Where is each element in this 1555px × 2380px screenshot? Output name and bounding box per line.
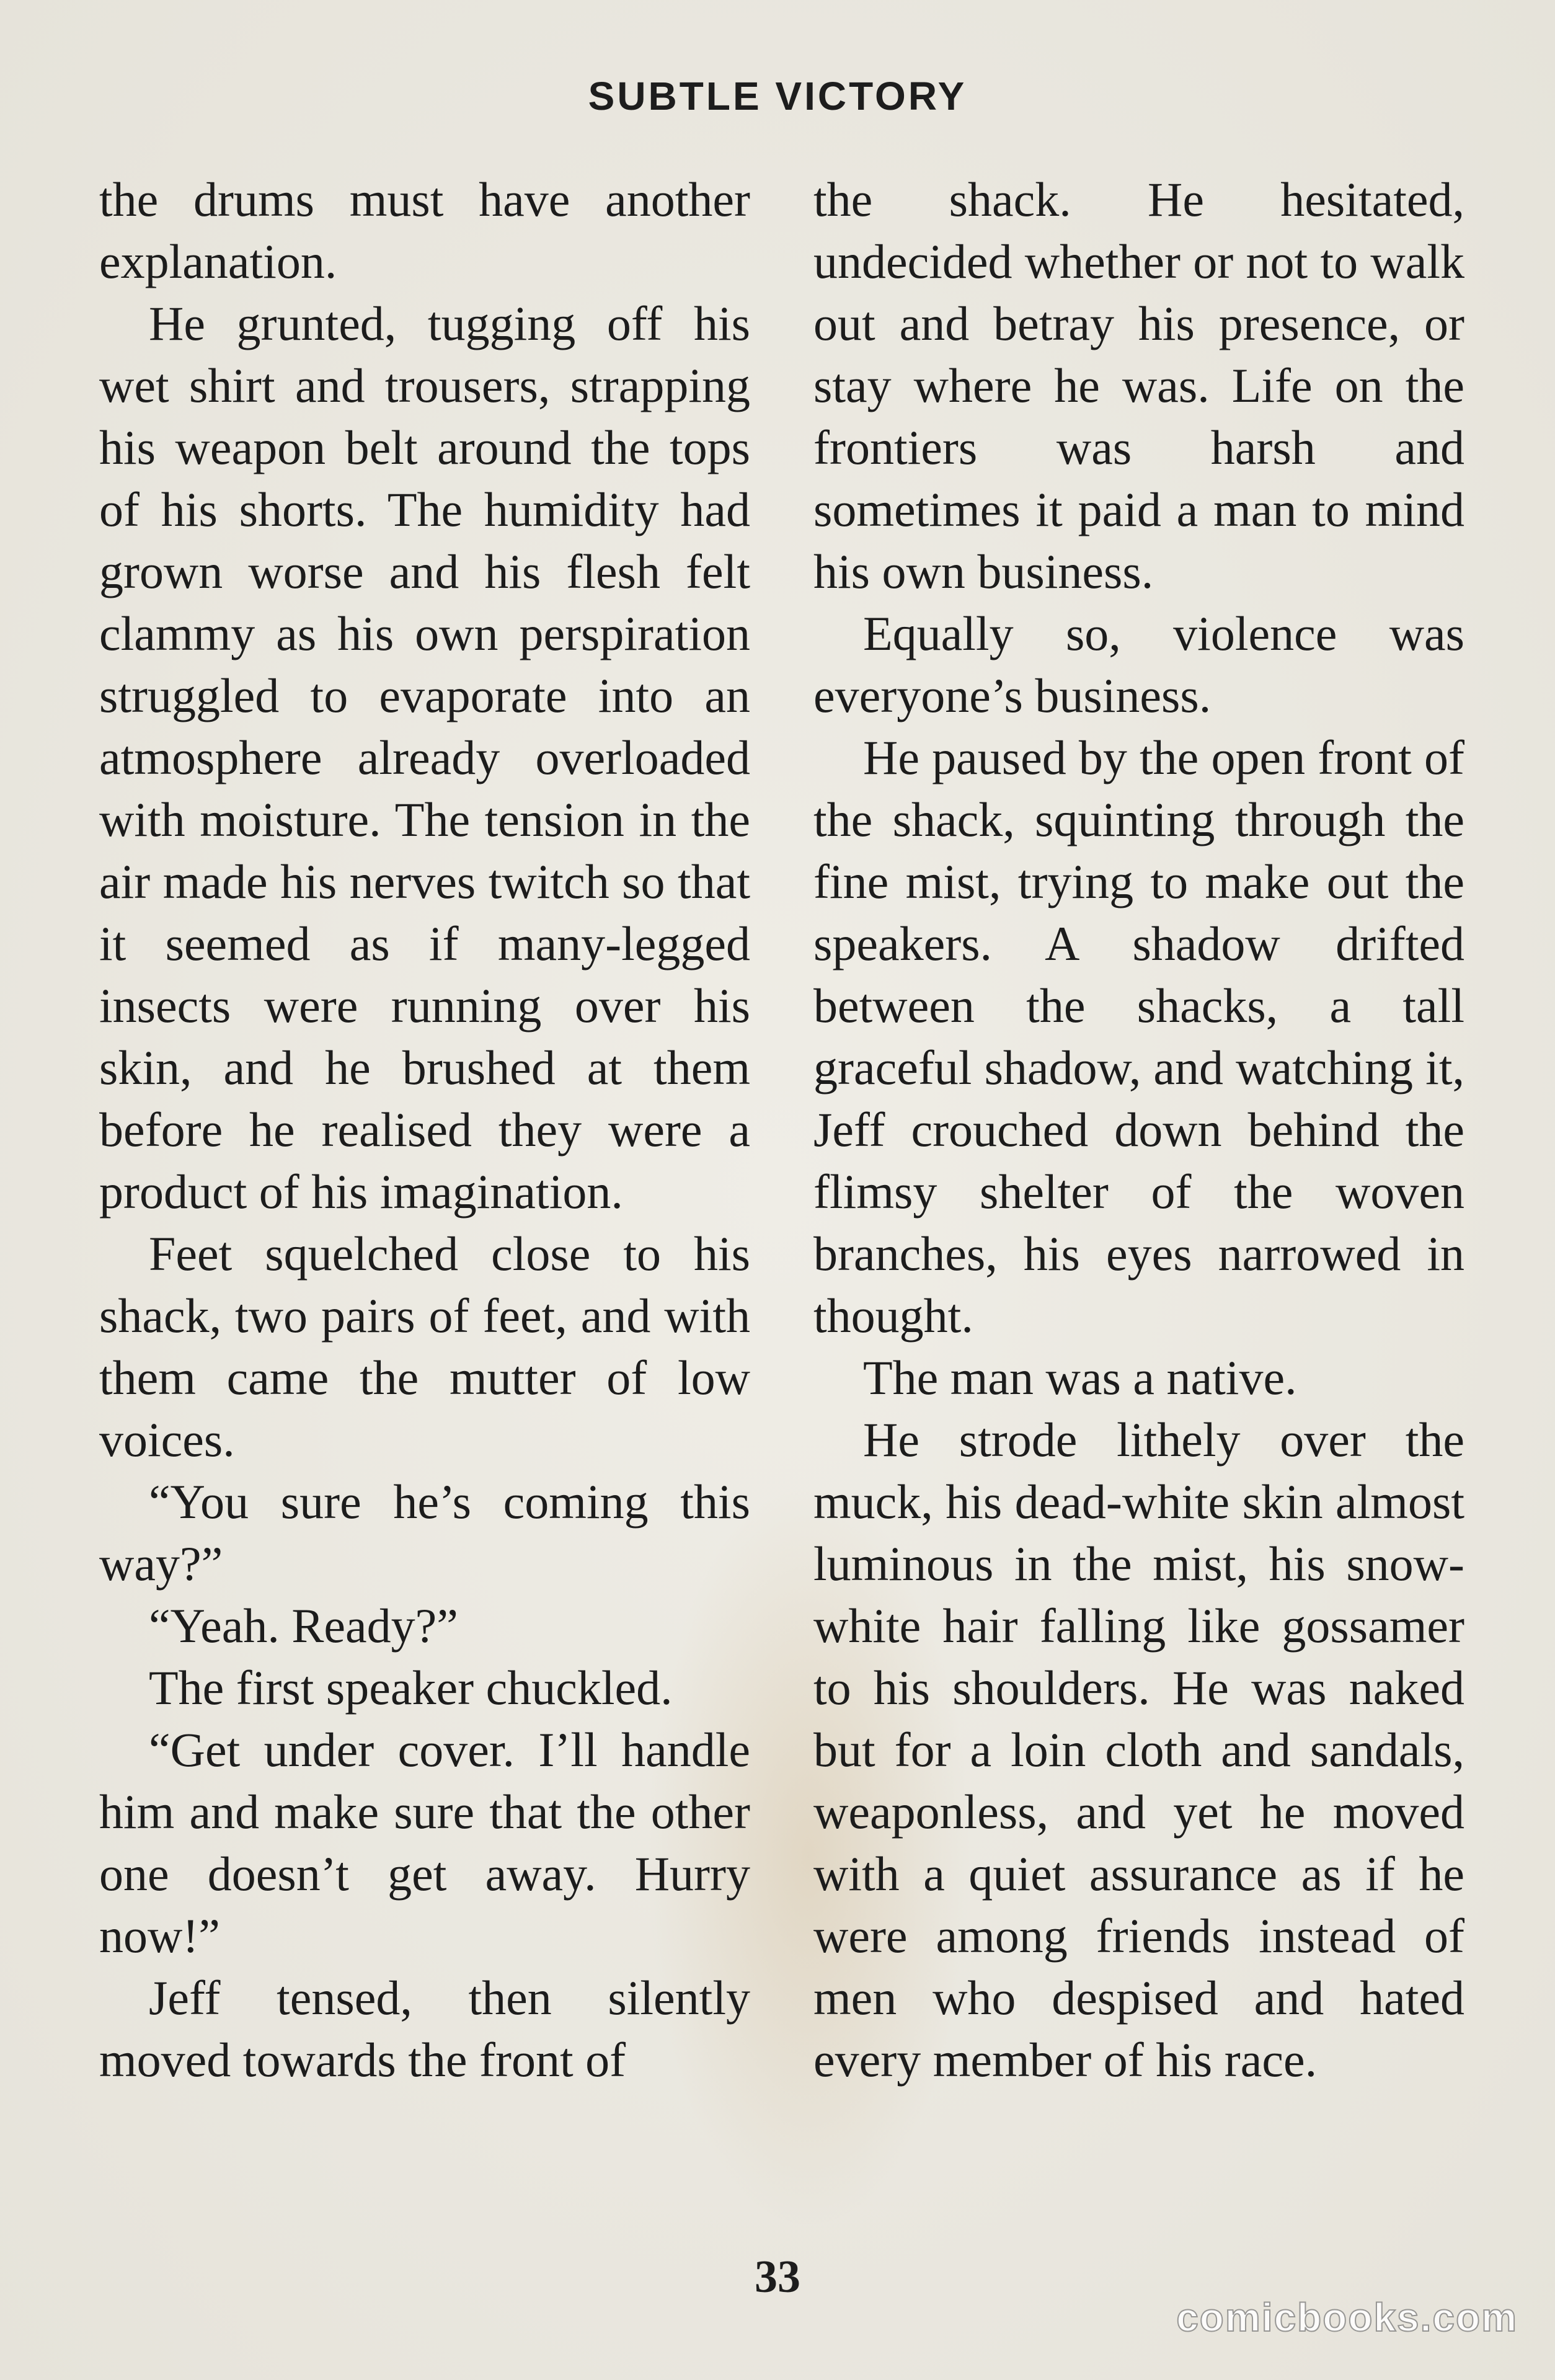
paragraph: He strode lithely over the muck, his dead-white skin almost luminous in the mist, his snow-white hair falling like gossamer to his shoulders. He was naked but for a loin cloth and sandals, weaponless, and yet he moved with a quiet assurance as if he were among friends instead of men who despised and hated every member of his race. xyxy=(813,1413,1464,2087)
paragraph: “You sure he’s coming this way?” xyxy=(99,1475,750,1591)
paragraph: Jeff tensed, then silently moved towards the front of xyxy=(99,1971,750,2087)
paragraph: Equally so, violence was everyone’s business. xyxy=(813,606,1464,722)
page-number: 33 xyxy=(755,2252,800,2302)
paragraph: Feet squelched close to his shack, two pairs of feet, and with them came the mutter of low voices. xyxy=(99,1227,750,1467)
running-head: SUBTLE VICTORY xyxy=(588,74,967,118)
paragraph: He paused by the open front of the shack, squinting through the fine mist, trying to make out the speakers. A shadow drifted between the shacks, a tall graceful shadow, and watching it, Jeff crouched down behind the flimsy shelter of the woven branches, his eyes narrowed in thought. xyxy=(813,730,1464,1343)
paragraph: The first speaker chuckled. xyxy=(149,1661,673,1715)
right-column xyxy=(813,169,1464,2091)
paragraph: The man was a native. xyxy=(863,1351,1297,1405)
watermark: comicbooks.com xyxy=(1176,2295,1518,2340)
paragraph: “Get under cover. I’ll handle him and make sure that the other one doesn’t get away. Hurry now!” xyxy=(99,1723,750,1963)
paragraph: the shack. He hesitated, undecided whether or not to walk out and betray his presence, or stay where he was. Life on the frontiers was harsh and sometimes it paid a man to mind his own business. xyxy=(813,172,1464,598)
paragraph: the drums must have another explanation. xyxy=(99,172,750,288)
paragraph: “Yeah. Ready?” xyxy=(149,1599,458,1653)
paragraph: He grunted, tugging off his wet shirt and trousers, strapping his weapon belt around the tops of his shorts. The humidity had grown worse and his flesh felt clammy as his own perspiration struggled to evaporate into an atmosphere already overloaded with moisture. The tension in the air made his nerves twitch so that it seemed as if many-legged insects were running over his skin, and he brushed at them before he realised they were a product of his imagination. xyxy=(99,296,750,1219)
left-column xyxy=(99,169,750,2091)
